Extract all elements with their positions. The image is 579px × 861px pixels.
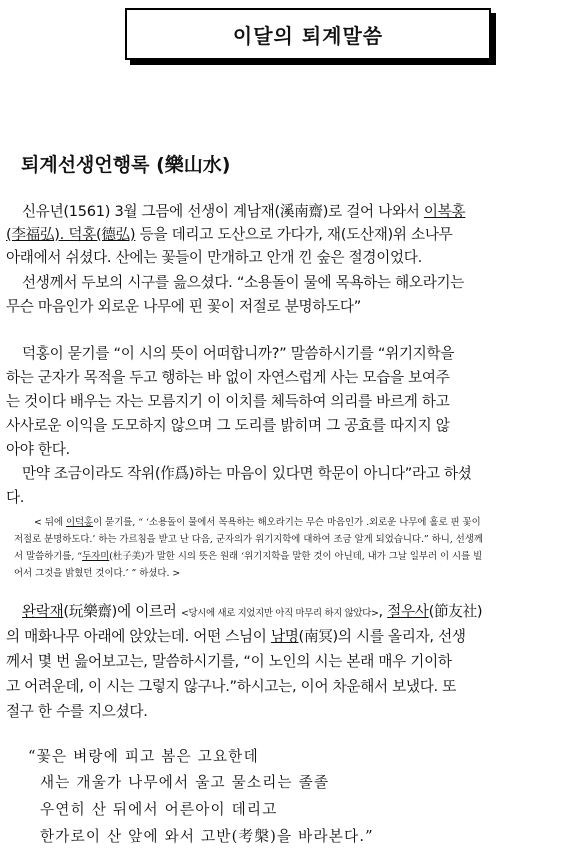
note-line-2: 저절로 분명하도다.’ 하는 가르침을 받고 난 다음, 군자의가 위기지학에 대하여 조금 알게 되었습니다.” 하니, 선생께: [14, 534, 483, 545]
poem-line-1: “꽃은 벼랑에 피고 봄은 고요한데: [28, 748, 259, 765]
note-line-3-start: 서 말씀하기를, “: [14, 551, 83, 562]
p2-line-3: 는 것이다 배우는 자는 모름지기 이 이치를 체득하여 의리를 바르게 하고: [6, 393, 450, 410]
p2-line-1: 덕홍이 묻기를 “이 시의 뜻이 어떠합니까?” 말씀하시기를 “위기지학을: [22, 345, 455, 362]
place-wanrakjae: 완락재: [22, 603, 64, 620]
p3-line-2-end: (南冥)의 시를 올리자, 선생: [298, 628, 466, 645]
poem-line-3: 우연히 산 뒤에서 어른아이 데리고: [40, 801, 278, 818]
poem-line-4: 한가로이 산 앞에 와서 고반(考槃)을 바라본다.”: [40, 828, 374, 845]
note-line-1: [34, 516, 481, 530]
p3-line-5: 절구 한 수를 지으셨다.: [6, 703, 148, 720]
p3-line-4: 고 어려운데, 이 시는 그렇지 않구나.”하시고는, 이어 차운해서 보냈다. 또: [6, 678, 457, 695]
p3-line-1: [22, 601, 482, 625]
poem-line-2: 새는 개울가 나무에서 울고 물소리는 졸졸: [40, 774, 330, 791]
p1-line-2-text: 등을 데리고 도산으로 가다가, 재(도산재)위 소나무: [135, 226, 453, 243]
name-lee-bokhong: 이복홍: [423, 203, 466, 220]
p3-line-2-text: 의 매화나무 아래에 앉았는데. 어떤 스님이: [6, 628, 271, 645]
p2-line-7: 다.: [6, 489, 25, 506]
p2-line-6: 만약 조금이라도 작위(作爲)하는 마음이 있다면 학문이 아니다”라고 하셨: [22, 465, 472, 482]
note-line-4: 어서 그것을 밝혔던 것이다.’ ” 하셨다. >: [14, 568, 181, 579]
p1-line-4: 선생께서 두보의 시구를 읊으셨다. “소용돌이 물에 목욕하는 해오라기는: [22, 274, 465, 291]
p2-line-4: 사사로운 이익을 도모하지 않으며 그 도리를 밝히며 그 공효를 따지지 않: [6, 417, 450, 434]
name-nammyeong: 남명: [270, 628, 299, 645]
note-line-1-text: 이 묻기를, “ ‘소용돌이 물에서 목욕하는 해오라기는 무슨 마음인가 .외로운 나무에 홀로 핀 꽃이: [93, 517, 481, 528]
title-box: [125, 8, 491, 60]
p2-line-2: 하는 군자가 목적을 두고 행하는 바 없이 자연스럽게 사는 모습을 보여주: [6, 369, 450, 386]
p3-line-1-hanja: (節友社): [428, 603, 483, 620]
section-heading: 퇴계선생언행록 (樂山水): [21, 154, 231, 176]
note-line-1-start: < 뒤에: [34, 517, 66, 528]
name-deokhong: (李福弘). 덕홍(德弘): [6, 226, 136, 243]
p3-inline-note: <당시에 새로 지었지만 아직 마무리 하지 않았다>: [180, 608, 379, 619]
note-line-3: [14, 550, 482, 564]
note-name-dujami: 두자미: [82, 551, 110, 562]
p3-line-1-text: (玩樂齋)에 이르러: [63, 603, 181, 620]
note-name-deokhong: 이덕홍: [65, 517, 94, 528]
p3-line-2: [6, 626, 466, 648]
p3-line-1-comma: ,: [378, 603, 388, 620]
p3-line-3: 께서 몇 번 읊어보고는, 말씀하시기를, “이 노인의 시는 본래 매우 기이하: [6, 653, 452, 670]
p1-line-3: 아래에서 쉬셨다. 산에는 꽃들이 만개하고 안개 낀 숲은 절경이었다.: [6, 249, 422, 266]
p1-line-2: [6, 224, 452, 246]
p2-line-5: 아야 한다.: [6, 441, 70, 458]
p1-line-1-text: 신유년(1561) 3월 그믐에 선생이 계남재(溪南齋)로 걸어 나와서: [22, 203, 424, 220]
place-jeolusa: 절우사: [387, 603, 429, 620]
p1-line-5: 무슨 마음인가 외로운 나무에 핀 꽃이 저절로 분명하도다”: [6, 298, 361, 315]
p1-line-1: [22, 201, 465, 223]
note-line-3-text: (杜子美)가 말한 시의 뜻은 원래 ‘위기지학을 말한 것이 아닌데, 내가 그날 일부러 이 시를 빌: [109, 551, 483, 562]
page-title: 이달의 퇴계말씀: [232, 23, 384, 48]
